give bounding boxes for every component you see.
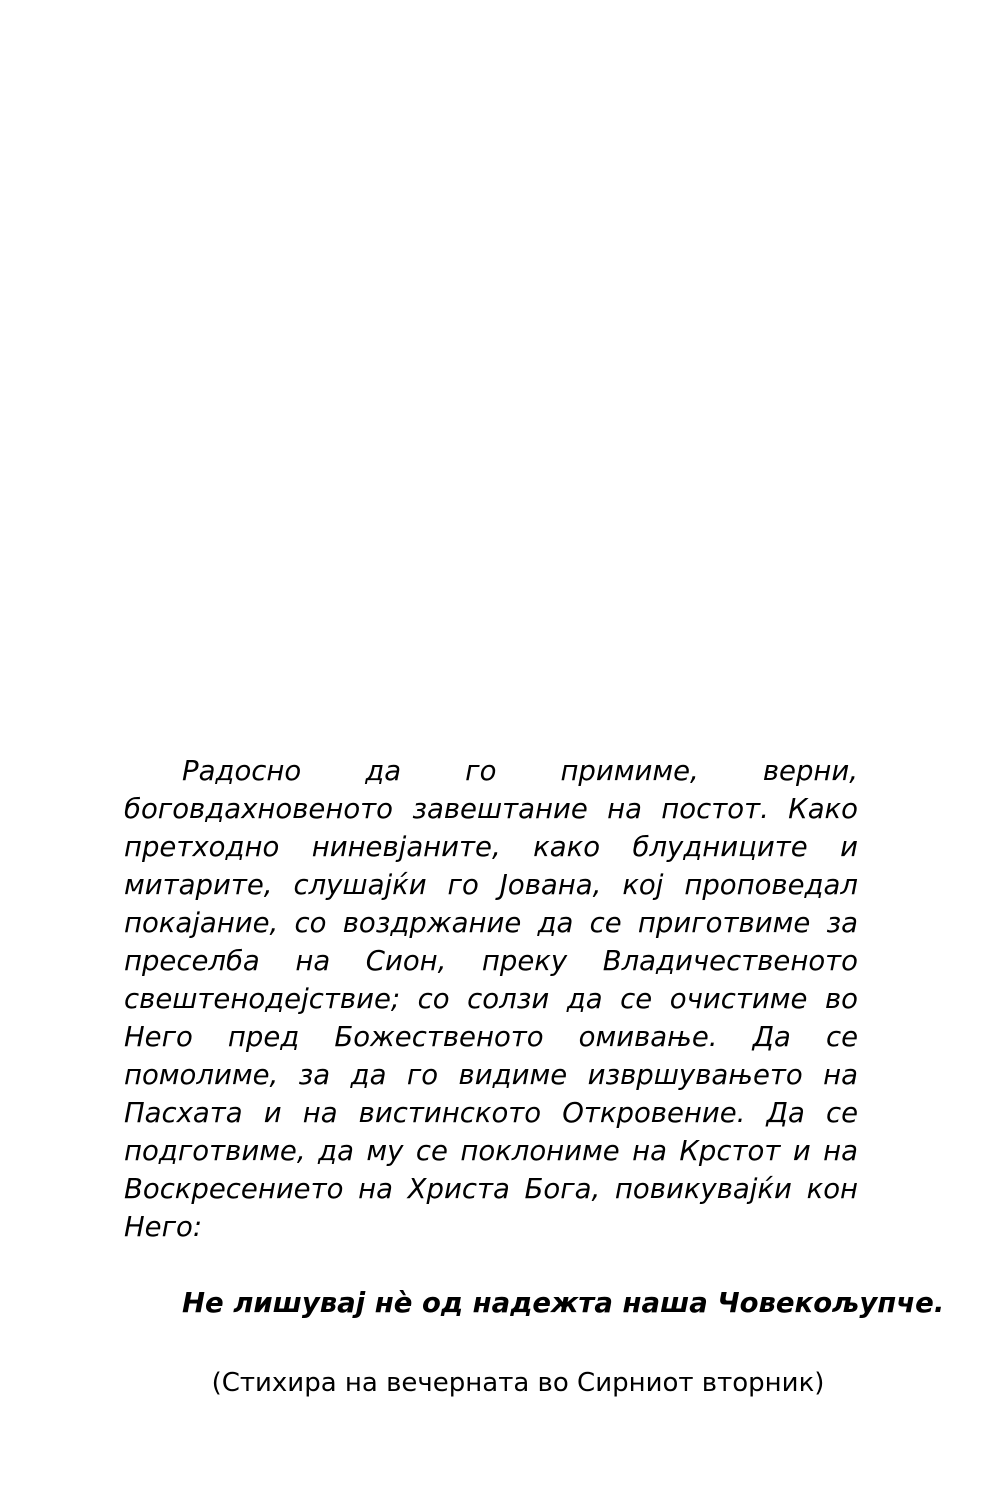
attribution-line: (Стихира на вечерната во Сирниот вторник)	[211, 1368, 825, 1398]
text-block	[124, 752, 945, 1402]
body-paragraph: Радосно да го примиме, верни, боговдахновеното завештание на постот. Како претходно ниневјаните, како блудниците и митарите, слушајќи го Јована, кој проповедал покајание, со воздржание да се приготвиме за преселба на Сион, преку Владичественото свештенодејствие; со солзи да се очистиме во Него пред Божественото омивање. Да се помолиме, за да го видиме извршувањето на Пасхата и на вистинското Откровение. Да се подготвиме, да му се поклониме на Крстот и на Воскресението на Христа Бога, повикувајќи кон Него:	[124, 755, 858, 1243]
refrain-line: Не лишувај нѐ од надежта наша Човекољупче.	[182, 1287, 945, 1319]
